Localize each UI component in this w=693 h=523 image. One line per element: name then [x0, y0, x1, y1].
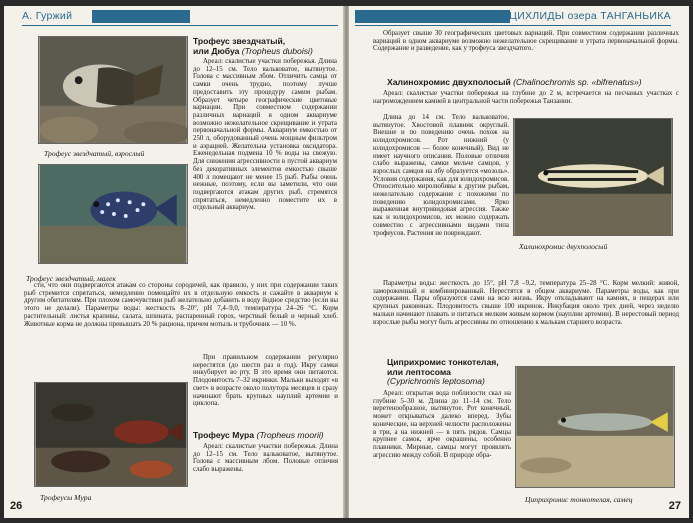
species3-para-wide: Ареал: скалистые участки побережья на глубине до 2 м, встречается на песчаных участках с нагромождением камней в центральной части побережья Танзании.	[373, 90, 679, 105]
species3-wide-text	[373, 90, 679, 114]
species3-heading	[387, 78, 677, 88]
species1-title2: или Дюбуа	[193, 45, 240, 56]
species3-latin: (Chalinochromis sp. «bifrenatus»)	[513, 77, 642, 87]
caption-photo3: Трофеусы Мура	[40, 493, 92, 502]
species2-text: Ареал: скалистые участки побережья. Длина до 12–15 см. Тело вальковатое, вытянутое. Голова с массивным лбом. Половые отличия слабо выражены.	[193, 443, 338, 474]
left-page-number: 26	[10, 500, 23, 512]
photo-chalinochromis	[513, 118, 673, 236]
species4-text-block	[373, 390, 511, 510]
species1-column-text	[193, 58, 337, 280]
species1-latin: (Tropheus duboisi)	[241, 45, 313, 56]
intro-text: Образует свыше 30 географических цветовых вариаций. При совместном содержании различных вариаций в одном аквариуме возможно нежелательное скрещивание и утрата первоначальной формы. Содержание и разведение, как у трофеуса звездчатого.	[373, 30, 679, 53]
species2-title: Трофеус Мура	[193, 430, 255, 440]
species4-title2: или лептосома	[387, 366, 451, 377]
species3-caption: Халинохромис двухполосый	[519, 242, 608, 251]
species1-para-top: Ареал: скалистые участки побережья. Длина до 12–15 см. Тело вальковатое, вытянутое. Голова с массивным лбом. Отличить самца от самки очень трудно, поэтому лучше предоставить эту процедуру самим рыбам. Образует четыре географические цветовые вариации. При совместном содержании различных вариаций в одном аквариуме возможно нежелательное скрещивание и утрата первоначальной формы. Аквариум емкостью от 250 л, оборудованный очень мощным фильтром и аэрацией. Желательна установка оксидатора. Еженедельная подмена 10 % воды на свежую. Для снижения агрессивности в пустой аквариум без декоративных элементов емкостью свыше 400 л помещают не менее 15 рыб. Рыбы очень нежные, поэтому, если вы заметили, что они подвергаются атакам других рыб, стремятся спрятаться, немедленно поместите их в отдельный аквариум.	[193, 58, 337, 212]
species3-title: Халинохромис двухполосый	[387, 77, 511, 87]
right-page	[349, 6, 689, 518]
species3-para-bottom: Параметры воды: жесткость до 15°, pH 7,8 –9,2, температура 25–28 °С. Корм мелкий: живой, замороженный и комбинированный. Нерестятся в общем аквариуме. Параметры воды, как при содержании. Пары образуются сами на всю жизнь. Икру откладывают на камнях, в пещерах или крупных раковинах. Плодовитость свыше 100 икринок. Инкубация около трех дней, через неделю мальки начинают плавать и питаться мелким живым кормом (науплии артемии). В нерестовый период взрослые рыбы могут быть агрессивны по отношению к малькам старшего возраста.	[373, 280, 679, 326]
species1-title: Трофеус звездчатый,	[193, 36, 286, 46]
species3-column-text	[373, 114, 509, 278]
species3-para-narrow: Длина до 14 см. Тело вальковатое, вытянутое. Хвостовой плавник округлый. Внешне и по поведению очень похож на юлидохромисов. Рот нижний (у юлидохромисов — более конечный). Вид не имеет научного описания. Половые отличия слабо выражены, самки мельче самцов, у взрослых самцов на лбу образуется «мозоль». Условия содержания, как для юлидохромисов. Относительно миролюбивы к другим рыбам, нежелательно содержание с похожими по поведению юлидохромисами. Ярко выраженная внутривидовая агрессия. Также как и юлидохромисов, их можно содержать совместно с агрессивными видами типа трофеусов. Растения не повреждают.	[373, 114, 509, 237]
photo-tropheus-moorii	[34, 382, 188, 487]
species1-heading	[193, 37, 338, 56]
species4-title: Циприхромис тонкотелая,	[387, 357, 499, 367]
intro-text-block	[373, 30, 679, 74]
caption-photo2: Трофеус звездчатый, малек	[26, 274, 116, 283]
left-running-header: А. Гуржий	[22, 10, 338, 26]
species2-latin: (Tropheus moorii)	[256, 430, 324, 440]
right-running-header: ЦИХЛИДЫ озера ТАНГАНЬИКА	[355, 10, 671, 26]
photo-tropheus-adult	[38, 36, 188, 144]
left-page	[4, 6, 344, 518]
species4-caption: Циприхромис тонкотелая, самец	[525, 495, 633, 504]
species3-bottom-text	[373, 280, 679, 350]
species1-wide-text	[24, 282, 338, 342]
photo-tropheus-juvenile	[38, 164, 188, 264]
species2-heading	[193, 431, 338, 441]
species2-text-block	[193, 443, 338, 505]
species1-para-wide: сти, что они подвергаются атакам со стороны сородичей, как правило, у них при содержании таких рыб стремится спрятаться, немедленно помещайте их в отдельную емкость и сажайте в аквариум к другим обитателям. При плохом самочувствии рыб желательно добавить в воду йодное средство (если вы этого не делали). Параметры воды: жесткость 8–20°, pH 7,4–9,0, температура 24–26 °С. Корм растительный: листья крапивы, салата, шпината, распаренный горох, черствый белый и черный хлеб. Животные корма не должны превышать 20 % рациона, причем мотыль и трубочник — 10 %.	[24, 282, 338, 328]
species1-para-bottom: При правильном содержании регулярно нерестятся (до шести раз в год). Икру самки инкубирует во рту. В это время они питаются. Плодовитость 7–32 икринки. Мальки выходят «в свет» в возрасте около полутора месяцев и сразу начинают брать крупных науплий артемии и циклопа.	[193, 354, 338, 408]
species1-bottom-text	[193, 354, 338, 408]
species4-latin: (Cyprichromis leptosoma)	[387, 376, 485, 386]
species4-text: Ареал: открытая вода поблизости скал на глубине 5–30 м. Длина до 11–14 см. Тело веретенообразное, вытянутое. Рот конечный, может открываться далеко вперед. Зубы конические, на верхней челюсти расположены в три, а на нижней — в пять рядов. Самцы крупнее самок, ярче окрашены, особенно плавники. Мирные, самцы могут проявлять агрессию между собой. В природе обра-	[373, 390, 511, 459]
photo-cyprichromis	[515, 366, 675, 488]
species4-heading	[387, 358, 517, 387]
caption-photo1: Трофеус звездчатый, взрослый	[44, 149, 145, 158]
right-page-number: 27	[668, 500, 681, 512]
